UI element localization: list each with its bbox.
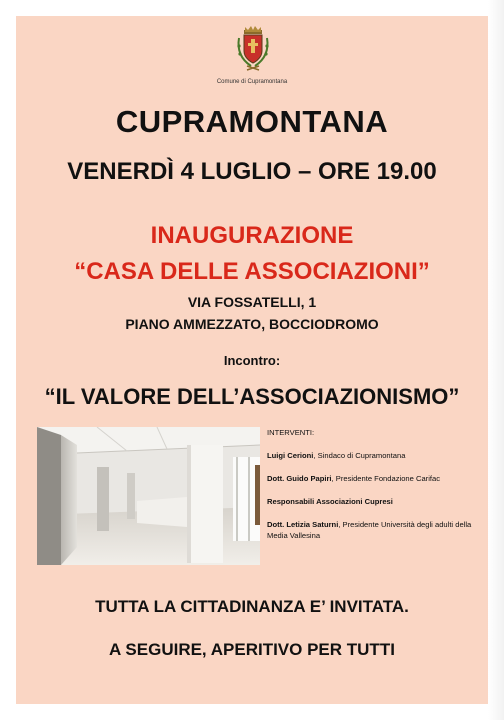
speaker-role: , Presidente Università degli adulti della Media Vallesina	[267, 520, 472, 540]
comune-label: Comune di Cupramontana	[216, 79, 288, 85]
municipal-coat-of-arms-icon	[233, 24, 273, 76]
address-line-1: VIA FOSSATELLI, 1	[187, 294, 317, 310]
aperitivo-line: A SEGUIRE, APERITIVO PER TUTTI	[109, 640, 395, 659]
speaker-item	[267, 496, 482, 507]
speaker-name: Luigi Cerioni	[267, 451, 314, 460]
speaker-item	[267, 450, 482, 461]
speaker-name: Responsabili Associazioni Cupresi	[267, 497, 393, 506]
speaker-name: Dott. Letizia Saturni	[267, 520, 339, 529]
address-line-2: PIANO AMMEZZATO, BOCCIODROMO	[125, 316, 379, 332]
speaker-item	[267, 473, 482, 484]
event-date: VENERDÌ 4 LUGLIO – ORE 19.00	[67, 158, 437, 185]
inauguration-heading: INAUGURAZIONE	[150, 222, 354, 249]
hall-photo	[37, 427, 260, 565]
speaker-item	[267, 519, 482, 541]
meeting-title: “IL VALORE DELL’ASSOCIAZIONISMO”	[44, 384, 460, 409]
speakers-heading: INTERVENTI:	[267, 428, 315, 437]
speaker-role: , Presidente Fondazione Carifac	[331, 474, 441, 483]
town-title: CUPRAMONTANA	[115, 104, 389, 139]
speakers-list	[267, 427, 482, 553]
invitation-line: TUTTA LA CITTADINANZA E’ INVITATA.	[95, 597, 409, 616]
meeting-label: Incontro:	[223, 353, 281, 368]
venue-name: “CASA DELLE ASSOCIAZIONI”	[74, 258, 430, 285]
speaker-role: , Sindaco di Cupramontana	[313, 451, 406, 460]
speaker-name: Dott. Guido Papiri	[267, 474, 332, 483]
